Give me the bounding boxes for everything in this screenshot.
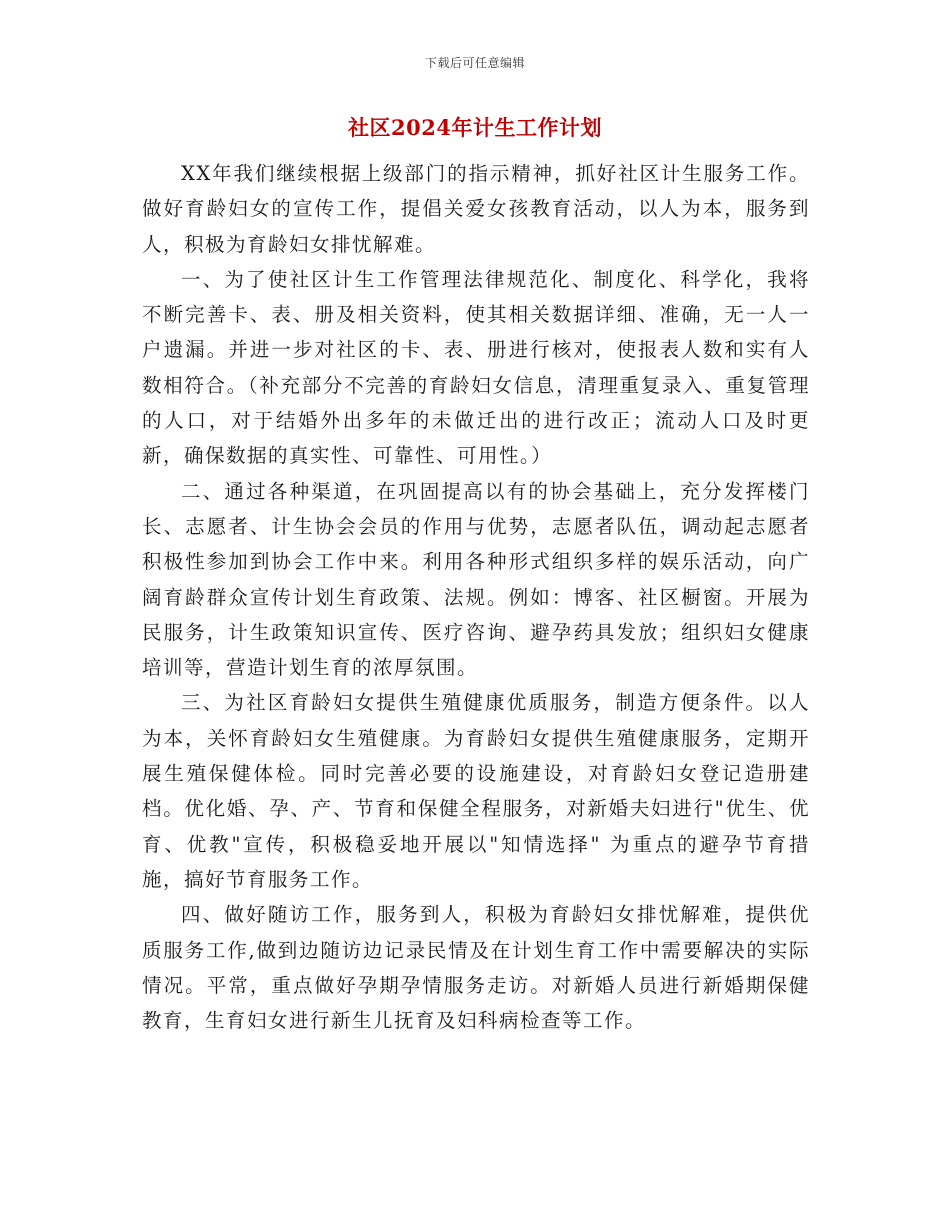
- paragraph-2: 二、通过各种渠道，在巩固提高以有的协会基础上，充分发挥楼门长、志愿者、计生协会会员的作用与优势，志愿者队伍，调动起志愿者积极性参加到协会工作中来。利用各种形式组织多样的娱乐活动，向广阔育龄群众宣传计划生育政策、法规。例如：博客、社区橱窗。开展为民服务，计生政策知识宣传、医疗咨询、避孕药具发放；组织妇女健康培训等，营造计划生育的浓厚氛围。: [142, 479, 810, 680]
- document-body: [142, 156, 810, 1038]
- paragraph-1: 一、为了使社区计生工作管理法律规范化、制度化、科学化，我将不断完善卡、表、册及相关资料，使其相关数据详细、准确，无一人一户遗漏。并进一步对社区的卡、表、册进行核对，使报表人数和实有人数相符合。（补充部分不完善的育龄妇女信息，清理重复录入、重复管理的人口，对于结婚外出多年的未做迁出的进行改正；流动人口及时更新，确保数据的真实性、可靠性、可用性。）: [142, 267, 810, 468]
- paragraph-intro: XX年我们继续根据上级部门的指示精神，抓好社区计生服务工作。做好育龄妇女的宣传工作，提倡关爱女孩教育活动，以人为本，服务到人，积极为育龄妇女排忧解难。: [142, 162, 810, 256]
- document-title: 社区2024年计生工作计划: [348, 115, 602, 140]
- paragraph-3: 三、为社区育龄妇女提供生殖健康优质服务，制造方便条件。以人为本，关怀育龄妇女生殖健康。为育龄妇女提供生殖健康服务，定期开展生殖保健体检。同时完善必要的设施建设，对育龄妇女登记造册建档。优化婚、孕、产、节育和保健全程服务，对新婚夫妇进行"优生、优育、优教"宣传，积极稳妥地开展以"知情选择" 为重点的避孕节育措施，搞好节育服务工作。: [142, 691, 810, 891]
- header-note: 下载后可任意编辑: [424, 56, 525, 70]
- paragraph-4: 四、做好随访工作，服务到人，积极为育龄妇女排忧解难，提供优质服务工作,做到边随访边记录民情及在计划生育工作中需要解决的实际情况。平常，重点做好孕期孕情服务走访。对新婚人员进行新婚期保健教育，生育妇女进行新生儿抚育及妇科病检查等工作。: [142, 903, 810, 1033]
